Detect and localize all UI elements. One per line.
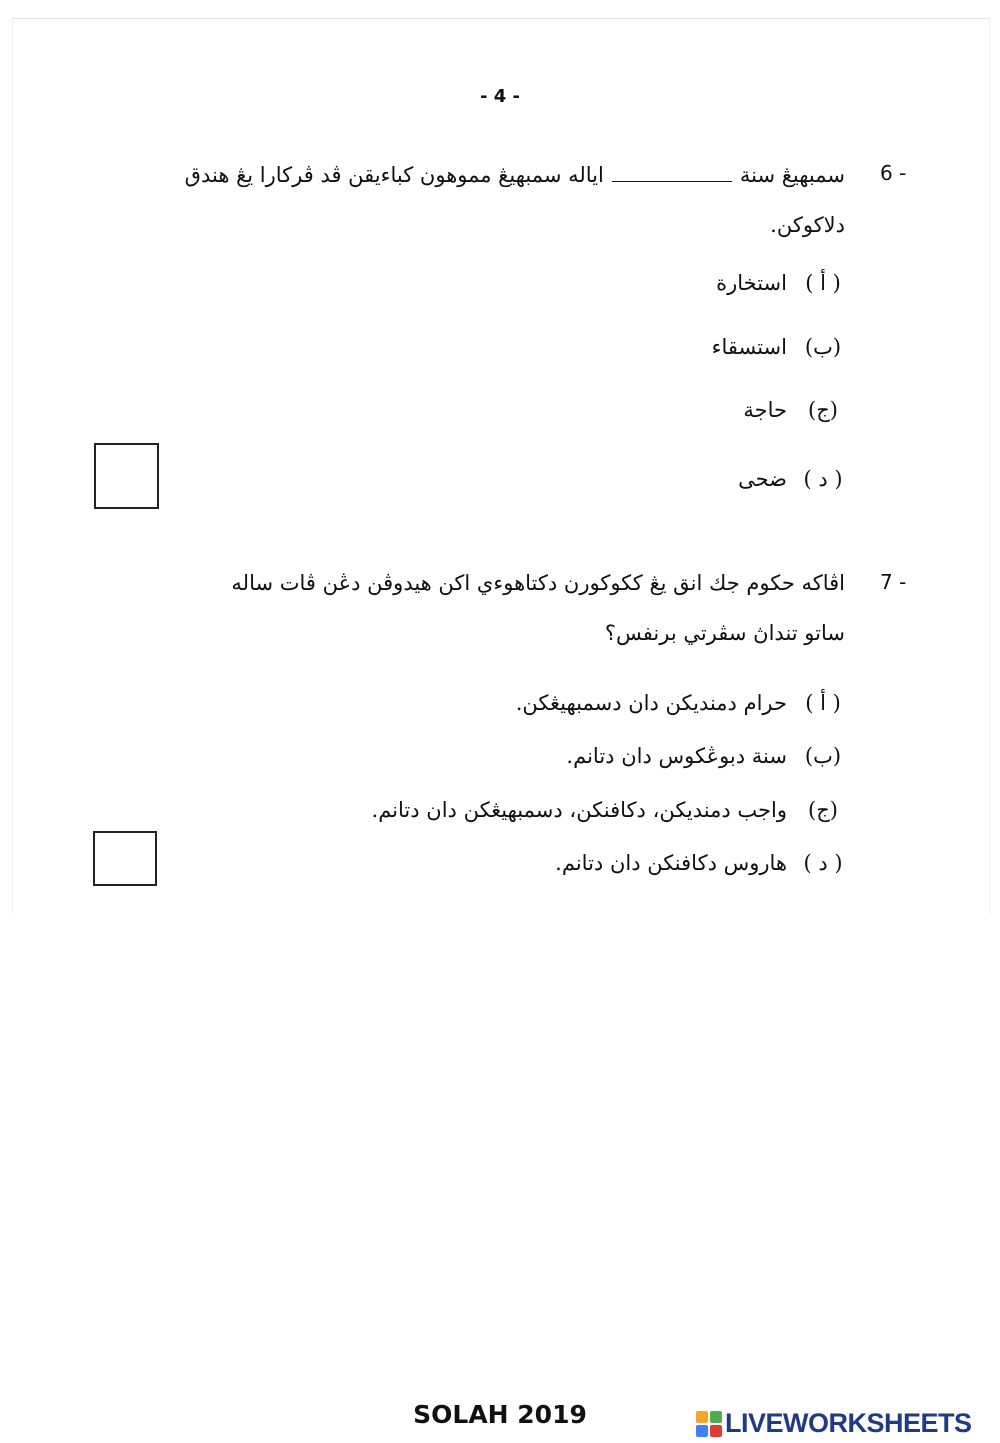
question-6-number: 6 - bbox=[880, 161, 907, 185]
logo-square-4 bbox=[710, 1425, 722, 1437]
option-marker: ( د ) bbox=[803, 851, 843, 875]
question-6-text-after-blank: اياله سمبهيڠ مموهون كباءيقن ڤد ڤركارا يڠ هندق bbox=[184, 163, 604, 187]
question-7-option-d bbox=[555, 846, 845, 880]
option-marker: (ج) bbox=[808, 798, 838, 822]
question-6-blank bbox=[612, 165, 732, 182]
option-text: استسقاء bbox=[711, 335, 787, 359]
question-6-option-a bbox=[716, 266, 845, 300]
question-6-line-1 bbox=[105, 150, 845, 200]
option-marker: (ج) bbox=[808, 398, 838, 422]
question-7-line-2: ساتو تنداڽ سڤرتي برنفس؟ bbox=[604, 621, 845, 645]
question-6-text bbox=[105, 150, 845, 250]
page-number: - 4 - bbox=[480, 86, 520, 107]
option-marker: (ب) bbox=[804, 335, 842, 359]
question-6-option-c bbox=[743, 393, 845, 427]
question-7-option-b bbox=[566, 739, 845, 773]
question-7-option-a bbox=[516, 686, 845, 720]
footer-title: SOLAH 2019 bbox=[413, 1400, 587, 1429]
option-marker: (ب) bbox=[804, 744, 842, 768]
logo-square-2 bbox=[710, 1411, 722, 1423]
option-marker: ( أ ) bbox=[805, 271, 841, 295]
question-7-line-1: اڤاكه حكوم جك انق يڠ ككوكورن دكتاهوءي اكن هيدوڤن دڠن ڤات ساله bbox=[231, 571, 845, 595]
option-text: سنة دبوڠكوس دان دتانم. bbox=[566, 744, 787, 768]
question-6-line-2: دلاكوكن. bbox=[770, 213, 845, 237]
liveworksheets-logo-icon bbox=[696, 1411, 722, 1437]
brand-text: LIVEWORKSHEETS bbox=[725, 1408, 972, 1438]
question-7-number: 7 - bbox=[880, 570, 907, 594]
question-6-answer-box[interactable] bbox=[94, 443, 159, 509]
option-marker: ( أ ) bbox=[805, 691, 841, 715]
logo-square-3 bbox=[696, 1425, 708, 1437]
question-6-text-before-blank: سمبهيڠ سنة bbox=[739, 163, 845, 187]
option-text: هاروس دكافنكن دان دتانم. bbox=[555, 851, 787, 875]
question-6-option-b bbox=[712, 330, 845, 364]
option-text: استخارة bbox=[716, 271, 787, 295]
option-text: حاجة bbox=[743, 398, 787, 422]
question-7-answer-box[interactable] bbox=[93, 831, 157, 886]
question-7-text bbox=[105, 558, 845, 658]
question-7-option-c bbox=[372, 793, 845, 827]
liveworksheets-brand[interactable] bbox=[696, 1408, 972, 1439]
option-text: واجب دمنديكن، دكافنكن، دسمبهيڠكن دان دتانم. bbox=[371, 798, 787, 822]
logo-square-1 bbox=[696, 1411, 708, 1423]
option-marker: ( د ) bbox=[803, 467, 843, 491]
option-text: حرام دمنديكن دان دسمبهيڠكن. bbox=[515, 691, 787, 715]
option-text: ضحى bbox=[738, 467, 787, 491]
question-6-option-d bbox=[738, 462, 845, 496]
